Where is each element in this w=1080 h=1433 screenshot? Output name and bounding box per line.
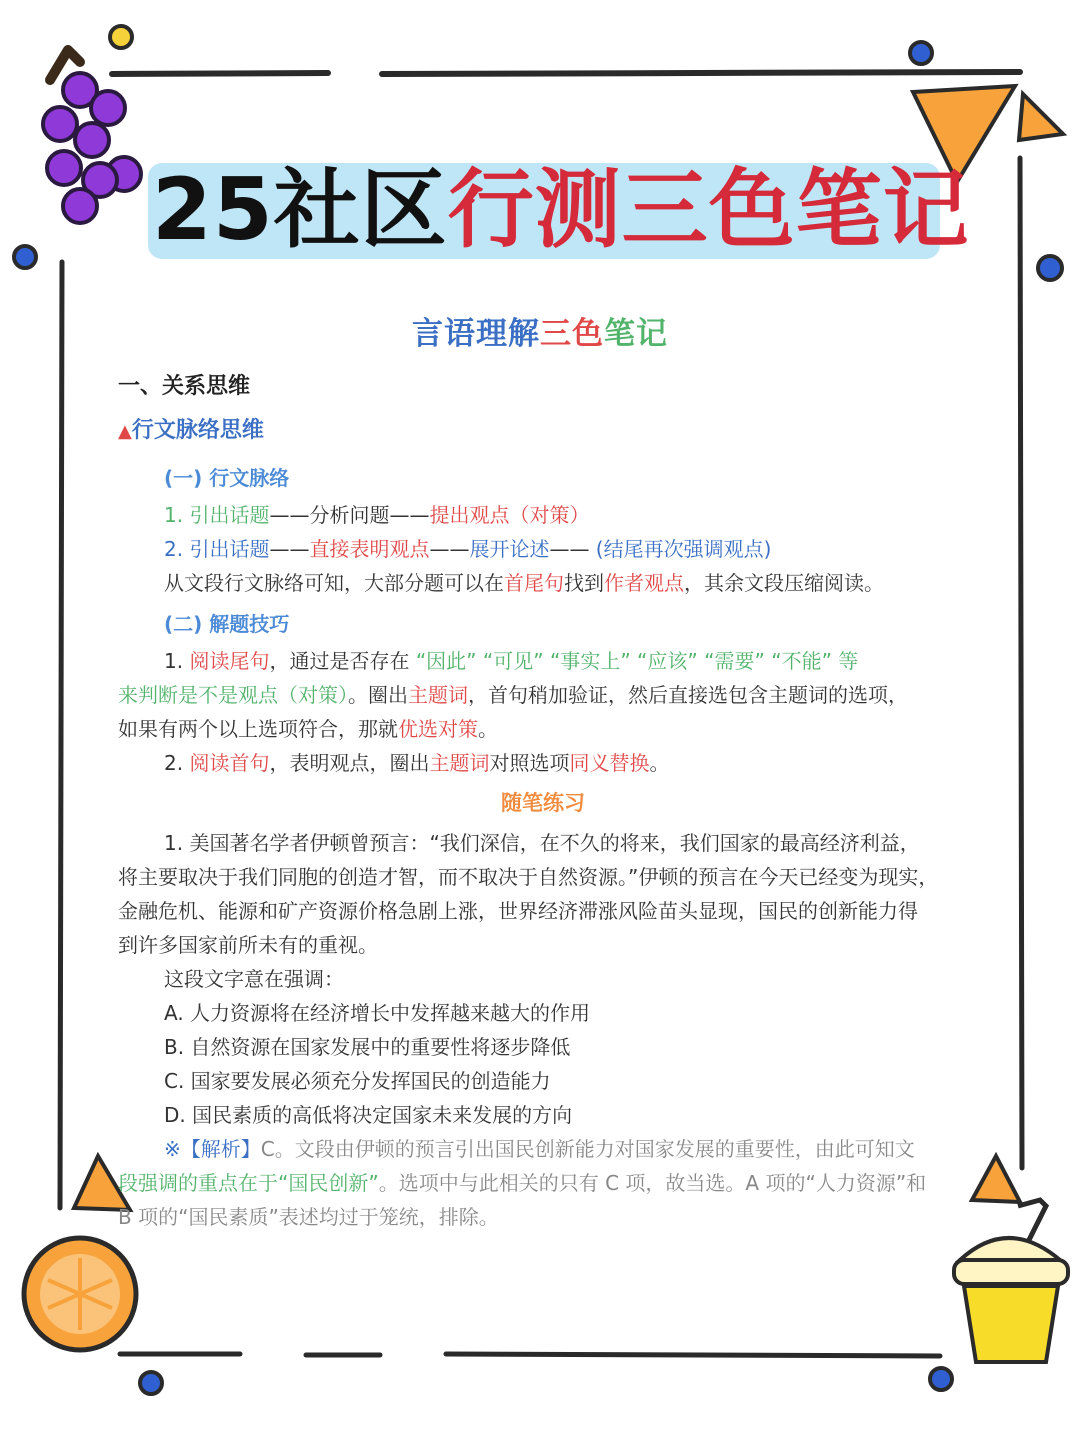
structure-line-3 <box>118 566 968 600</box>
structure-line-1 <box>118 498 968 532</box>
title-red-part: 行测三色笔记 <box>447 160 970 260</box>
tip1-text: 。圈出 <box>348 683 408 707</box>
tip1-judge: 来判断是不是观点（对策） <box>118 683 348 707</box>
line3-text: 从文段行文脉络可知，大部分题可以在 <box>164 571 504 595</box>
question-line: 金融危机、能源和矿产资源价格急剧上涨，世界经济滞涨风险苗头显现，国民的创新能力得 <box>118 899 918 923</box>
answer-text: C。文段由伊顿的预言引出国民创新能力对国家发展的重要性，由此可知文 <box>260 1137 915 1161</box>
line3-author-view: 作者观点 <box>604 571 684 595</box>
tip-1-line-2 <box>118 678 968 712</box>
structure-line-2 <box>118 532 968 566</box>
line2-dash: —— <box>269 537 310 561</box>
orange-icon <box>18 1232 142 1356</box>
line2-dash: —— <box>429 537 470 561</box>
line3-text: ，其余文段压缩阅读。 <box>684 571 884 595</box>
tip1-text: ，首句稍加验证，然后直接选包含主题词的选项， <box>468 683 908 707</box>
tip-2 <box>118 746 968 780</box>
answer-label: ※【解析】 <box>164 1137 261 1161</box>
tip1-text: 。 <box>478 717 498 741</box>
practice-heading: 随笔练习 <box>501 791 585 815</box>
dot-icon <box>10 242 40 272</box>
dot-icon <box>136 1368 166 1398</box>
sub-heading-2: (二) 解题技巧 <box>164 612 290 636</box>
section-heading-2 <box>118 408 968 454</box>
question-line: 1. 美国著名学者伊顿曾预言：“我们深信，在不久的将来，我们国家的最高经济利益， <box>164 831 920 855</box>
triangle-icon: ▲ <box>118 421 132 442</box>
tip2-synonym: 同义替换 <box>569 751 650 775</box>
answer-line-3: B 项的“国民素质”表述均过于笼统，排除。 <box>118 1205 499 1229</box>
tip1-prefer: 优选对策 <box>398 717 478 741</box>
section-heading-2-text: 行文脉络思维 <box>131 418 264 443</box>
tip2-text: ，表明观点，圈出 <box>269 751 430 775</box>
option-a: A. 人力资源将在经济增长中发挥越来越大的作用 <box>164 1001 591 1025</box>
line2-dash: —— <box>549 537 590 561</box>
line1-topic: 1. 引出话题 <box>164 503 270 527</box>
title-dark-part: 25社区 <box>152 160 448 260</box>
sub-heading-1: (一) 行文脉络 <box>164 466 290 490</box>
question-line: 将主要取决于我们同胞的创造才智，而不取决于自然资源。”伊顿的预言在今天已经变为现实， <box>118 865 939 889</box>
doc-title-red: 三色 <box>540 316 604 352</box>
answer-text: 。选项中与此相关的只有 C 项，故当选。A 项的“人力资源”和 <box>378 1171 927 1195</box>
tip2-read-head: 阅读首句 <box>189 751 270 775</box>
doc-title-green: 笔记 <box>604 316 668 352</box>
tip-1-line-3 <box>118 712 968 746</box>
question-line: 到许多国家前所未有的重视。 <box>118 933 378 957</box>
line2-view: 直接表明观点 <box>309 537 430 561</box>
page-title <box>152 160 970 260</box>
line2-argue: 展开论述 <box>469 537 550 561</box>
option-c: C. 国家要发展必须充分发挥国民的创造能力 <box>164 1069 551 1093</box>
tip-1-line-1 <box>118 644 968 678</box>
tip1-text: ，通过是否存在 <box>269 649 416 673</box>
tip1-topic-word: 主题词 <box>408 683 468 707</box>
option-b: B. 自然资源在国家发展中的重要性将逐步降低 <box>164 1035 571 1059</box>
question-stem: 这段文字意在强调： <box>164 967 344 991</box>
tip2-topic-word: 主题词 <box>429 751 490 775</box>
tip1-num: 1. <box>164 649 190 673</box>
tip2-text: 。 <box>649 751 670 775</box>
answer-highlight: 段强调的重点在于“国民创新” <box>118 1171 379 1195</box>
line1-view: 提出观点（对策） <box>429 503 590 527</box>
line2-end: (结尾再次强调观点) <box>589 537 772 561</box>
notes-content <box>118 366 968 1234</box>
dot-icon <box>1034 252 1066 284</box>
tip1-keywords: “因此” “可见” “事实上” “应该” “需要” “不能” 等 <box>415 649 859 673</box>
line2-topic: 2. 引出话题 <box>164 537 270 561</box>
line1-analysis: ——分析问题—— <box>269 503 430 527</box>
dot-icon <box>906 38 936 68</box>
option-d: D. 国民素质的高低将决定国家未来发展的方向 <box>164 1103 573 1127</box>
line3-head-tail: 首尾句 <box>504 571 564 595</box>
line3-text: 找到 <box>564 571 604 595</box>
document-title <box>0 308 1080 353</box>
tip1-text: 如果有两个以上选项符合，那就 <box>118 717 398 741</box>
tip1-read-tail: 阅读尾句 <box>189 649 270 673</box>
tip2-text: 对照选项 <box>489 751 570 775</box>
section-heading-1: 一、关系思维 <box>118 374 251 399</box>
tip2-num: 2. <box>164 751 190 775</box>
dot-icon <box>106 22 136 52</box>
doc-title-blue: 言语理解 <box>412 316 540 352</box>
dot-icon <box>926 1364 956 1394</box>
answer-line-1 <box>118 1132 968 1166</box>
answer-line-2 <box>118 1166 968 1200</box>
